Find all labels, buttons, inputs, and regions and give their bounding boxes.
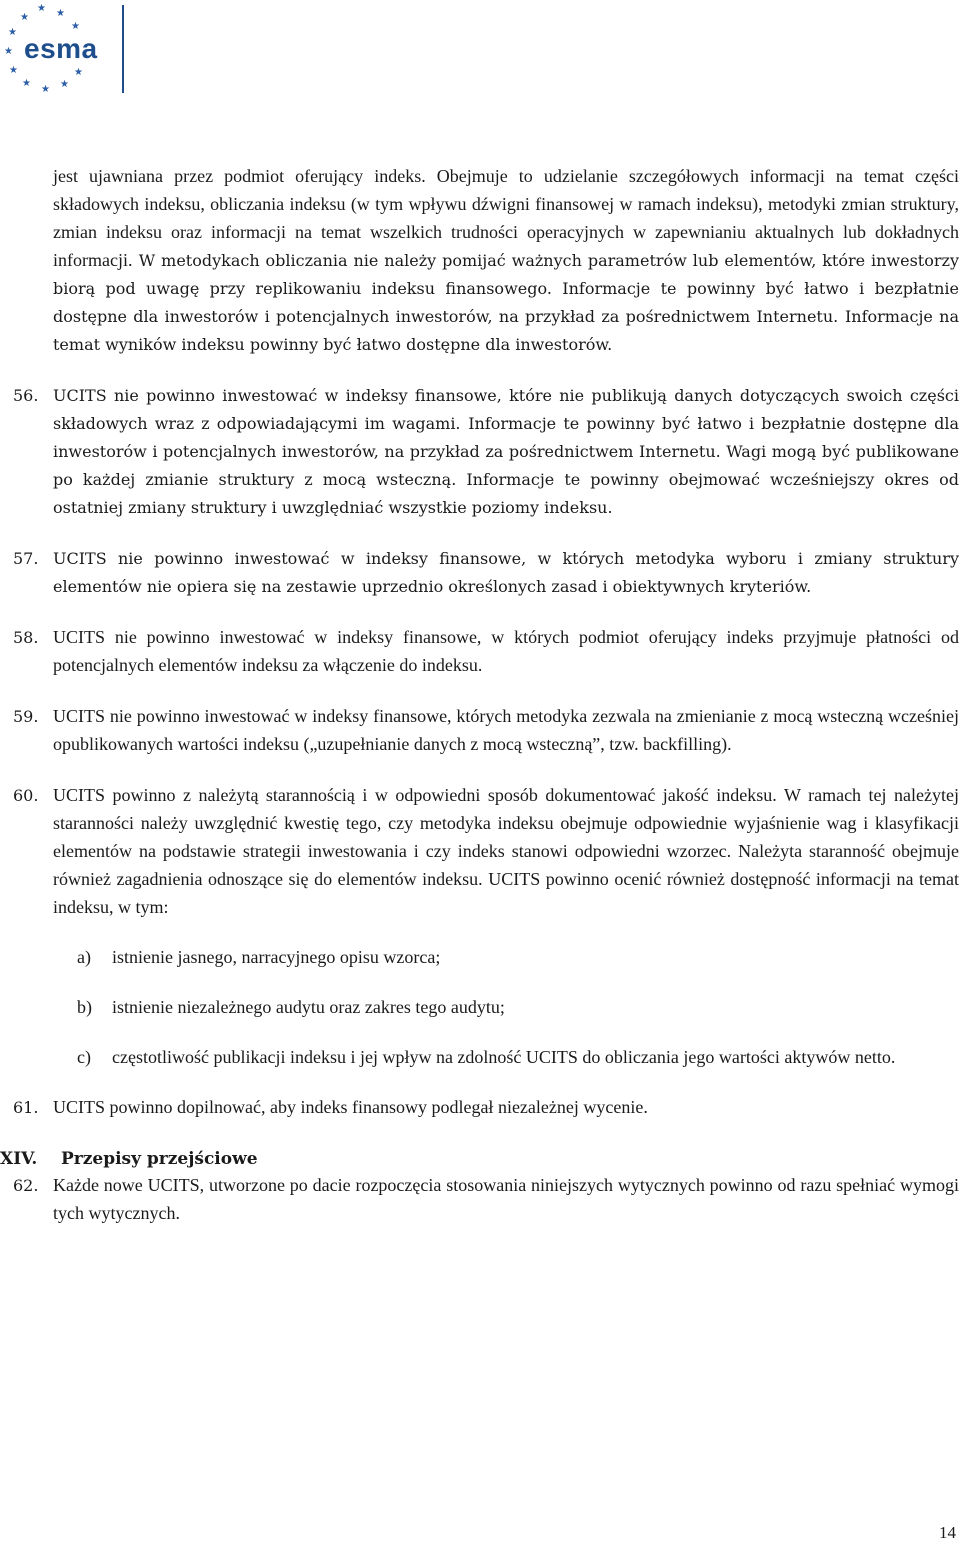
star-icon: ★ bbox=[37, 3, 46, 14]
list-item bbox=[53, 1044, 959, 1071]
list-item-text: istnienie jasnego, narracyjnego opisu wzorca; bbox=[112, 947, 441, 967]
sub-list bbox=[53, 944, 959, 1071]
continuation-text-3: Informacje na temat wyników indeksu powinny być łatwo dostępne dla inwestorów. bbox=[53, 307, 960, 354]
list-item-text: istnienie niezależnego audytu oraz zakres tego audytu; bbox=[112, 997, 505, 1017]
paragraph-text: UCITS powinno dopilnować, aby indeks finansowy podlegał niezależnej wycenie. bbox=[53, 1097, 648, 1117]
paragraph-text: Informacje te powinny być łatwo i bezpłatnie dostępne dla inwestorów i potencjalnych inwestorów, na przykład za pośrednictwem Internetu. Wagi mogą być publikowane po każdej zmianie struktury z mocą wsteczną. Informacje te powinny obejmować wcześniejszy okres od ostatniej zmiany struktury i uwzględniać wszystkie poziomy indeksu. bbox=[53, 414, 960, 517]
paragraph-58 bbox=[13, 624, 959, 680]
paragraph-text: UCITS powinno z należytą starannością i w odpowiedni sposób dokumentować jakość indeksu. W ramach tej należytej staranności należy uwzględnić kwestię tego, czy metodyka indeksu obejmuje odpowiednie wyjaśnienie wag i klasyfikacji elementów na podstawie strategii inwestowania i czy indeks stanowi odpowiedni wzorzec. Należyta staranność obejmuje również zagadnienia odnoszące się do elementów indeksu. UCITS powinno ocenić również dostępność informacji na temat indeksu, w tym: bbox=[53, 785, 959, 917]
star-icon: ★ bbox=[56, 8, 65, 19]
star-icon: ★ bbox=[20, 12, 29, 23]
star-icon: ★ bbox=[4, 46, 13, 57]
paragraph-text: Każde nowe UCITS, utworzone po dacie rozpoczęcia stosowania niniejszych wytycznych powinno od razu spełniać wymogi tych wytycznych. bbox=[53, 1175, 959, 1223]
continuation-text-1: jest ujawniana przez podmiot oferujący indeks. Obejmuje to udzielanie szczegółowych informacji na temat części składowych indeksu, obliczania indeksu (w tym wpływu dźwigni finansowej w ramach indeksu), metodyki zmian struktury, zmian indeksu oraz informacji na temat wszelkich trudności operacyjnych w zapewnianiu aktualnych lub dokładnych informacji. bbox=[53, 166, 959, 270]
paragraph-text: UCITS nie powinno inwestować w indeksy finansowe, w których metodyka wyboru i zmiany struktury elementów nie opiera się na zestawie uprzednio określonych zasad i obiektywnych kryteriów. bbox=[53, 549, 959, 596]
star-icon: ★ bbox=[22, 78, 31, 89]
paragraph-57 bbox=[13, 545, 959, 601]
list-item-letter: b) bbox=[77, 997, 92, 1017]
list-item-letter: a) bbox=[77, 947, 91, 967]
paragraph-number: 57. bbox=[13, 549, 39, 568]
star-icon: ★ bbox=[9, 65, 18, 76]
paragraph-number: 59. bbox=[13, 707, 39, 726]
star-icon: ★ bbox=[60, 79, 69, 90]
paragraph-text: UCITS nie powinno inwestować w indeksy finansowe, w których podmiot oferujący indeks przyjmuje płatności od potencjalnych elementów indeksu za włączenie do indeksu. bbox=[53, 627, 959, 675]
list-item-letter: c) bbox=[77, 1047, 91, 1067]
paragraph-number: 62. bbox=[13, 1176, 39, 1195]
paragraph-number: 58. bbox=[13, 628, 39, 647]
paragraph-number: 56. bbox=[13, 386, 39, 405]
paragraph-60 bbox=[13, 782, 959, 1071]
star-icon: ★ bbox=[41, 84, 50, 95]
section-number: XIV. bbox=[0, 1149, 38, 1169]
logo-divider bbox=[122, 5, 124, 93]
paragraph-62 bbox=[13, 1172, 959, 1228]
paragraph-59 bbox=[13, 703, 959, 759]
paragraph-56 bbox=[13, 382, 960, 522]
paragraph-text: UCITS nie powinno inwestować w indeksy finansowe, które nie publikują danych dotyczących swoich części składowych wraz z odpowiadającymi im wagami. bbox=[53, 386, 959, 433]
list-item bbox=[53, 994, 959, 1021]
logo-wordmark: esma bbox=[24, 33, 98, 64]
section-title: Przepisy przejściowe bbox=[61, 1149, 258, 1169]
esma-logo bbox=[0, 0, 130, 100]
list-item bbox=[53, 944, 959, 971]
star-icon: ★ bbox=[74, 67, 83, 78]
paragraph-text: UCITS nie powinno inwestować w indeksy finansowe, których metodyka zezwala na zmienianie z mocą wsteczną wcześniej opublikowanych wartości indeksu („uzupełnianie danych z mocą wsteczną”, tzw. backfilling). bbox=[53, 706, 959, 754]
page-number: 14 bbox=[939, 1523, 956, 1542]
star-icon: ★ bbox=[8, 27, 17, 38]
document-body bbox=[0, 163, 960, 1228]
list-item-text: częstotliwość publikacji indeksu i jej wpływ na zdolność UCITS do obliczania jego wartości aktywów netto. bbox=[112, 1047, 896, 1067]
continuation-paragraph bbox=[53, 163, 959, 359]
paragraph-number: 60. bbox=[13, 786, 39, 805]
paragraph-number: 61. bbox=[13, 1098, 39, 1117]
star-icon: ★ bbox=[71, 21, 80, 32]
paragraph-61 bbox=[13, 1094, 959, 1122]
continuation-text-2: W metodykach obliczania nie należy pomijać ważnych parametrów lub elementów, które inwestorzy biorą pod uwagę przy replikowaniu indeksu finansowego. Informacje te powinny być łatwo i bezpłatnie dostępne dla inwestorów i potencjalnych inwestorów, na przykład za pośrednictwem Internetu. bbox=[53, 251, 959, 326]
